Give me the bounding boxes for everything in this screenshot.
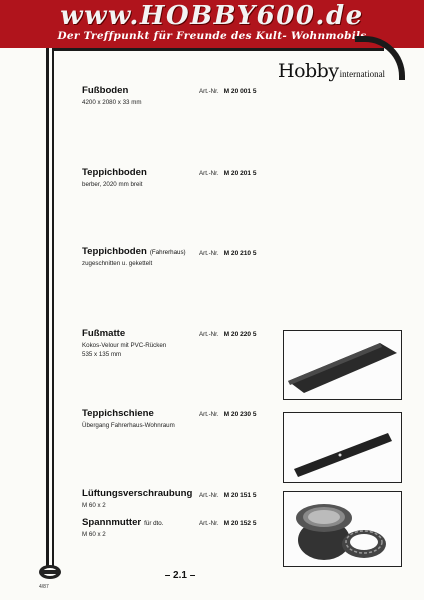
article-number: Art.-Nr. M 20 201 5: [199, 170, 257, 177]
product-name: Teppichschiene: [82, 408, 154, 419]
product-name: Fußmatte: [82, 328, 126, 339]
emblem-icon: [38, 563, 62, 581]
product-name: Teppichboden: [82, 167, 147, 178]
product-desc: 535 x 135 mm: [82, 351, 122, 358]
article-number: Art.-Nr. M 20 001 5: [199, 88, 257, 95]
product-desc: M 60 x 2: [82, 531, 106, 538]
top-rule: [54, 48, 384, 51]
article-number: Art.-Nr. M 20 210 5: [199, 250, 257, 257]
footer-date: 4/87: [39, 584, 49, 590]
product-desc: Kokos-Velour mit PVC-Rücken: [82, 342, 167, 349]
article-number: Art.-Nr. M 20 220 5: [199, 331, 257, 338]
vent-fitting-photo: [283, 491, 402, 567]
product-name: Spannmutter für dto.: [82, 517, 164, 528]
banner-title: www.HOBBY600.de: [60, 1, 364, 31]
left-rail-outer: [46, 48, 49, 568]
carpet-rail-photo: [283, 412, 402, 483]
hobby-logo: [278, 60, 385, 82]
product-desc: 4200 x 2080 x 33 mm: [82, 99, 142, 106]
doormat-image: [284, 331, 401, 399]
product-name: Teppichboden (Fahrerhaus): [82, 246, 186, 257]
article-number: Art.-Nr. M 20 151 5: [199, 492, 257, 499]
logo-main: Hobby: [278, 60, 339, 82]
product-desc: zugeschnitten u. gekettelt: [82, 260, 153, 267]
page-number: – 2.1 –: [164, 570, 196, 581]
logo-sub: international: [339, 69, 386, 79]
left-rail-inner: [52, 48, 54, 568]
article-number: Art.-Nr. M 20 230 5: [199, 411, 257, 418]
carpet-rail-image: [284, 413, 401, 482]
doormat-photo: [283, 330, 402, 400]
product-name: Fußboden: [82, 85, 129, 96]
product-desc: berber, 2020 mm breit: [82, 181, 143, 188]
product-desc: M 60 x 2: [82, 502, 106, 509]
vent-fitting-image: [284, 492, 401, 566]
product-desc: Übergang Fahrerhaus-Wohnraum: [82, 422, 175, 429]
banner-subtitle: Der Treffpunkt für Freunde des Kult- Wohnmobils: [57, 30, 367, 42]
article-number: Art.-Nr. M 20 152 5: [199, 520, 257, 527]
product-name: Lüftungsverschraubung: [82, 488, 193, 499]
